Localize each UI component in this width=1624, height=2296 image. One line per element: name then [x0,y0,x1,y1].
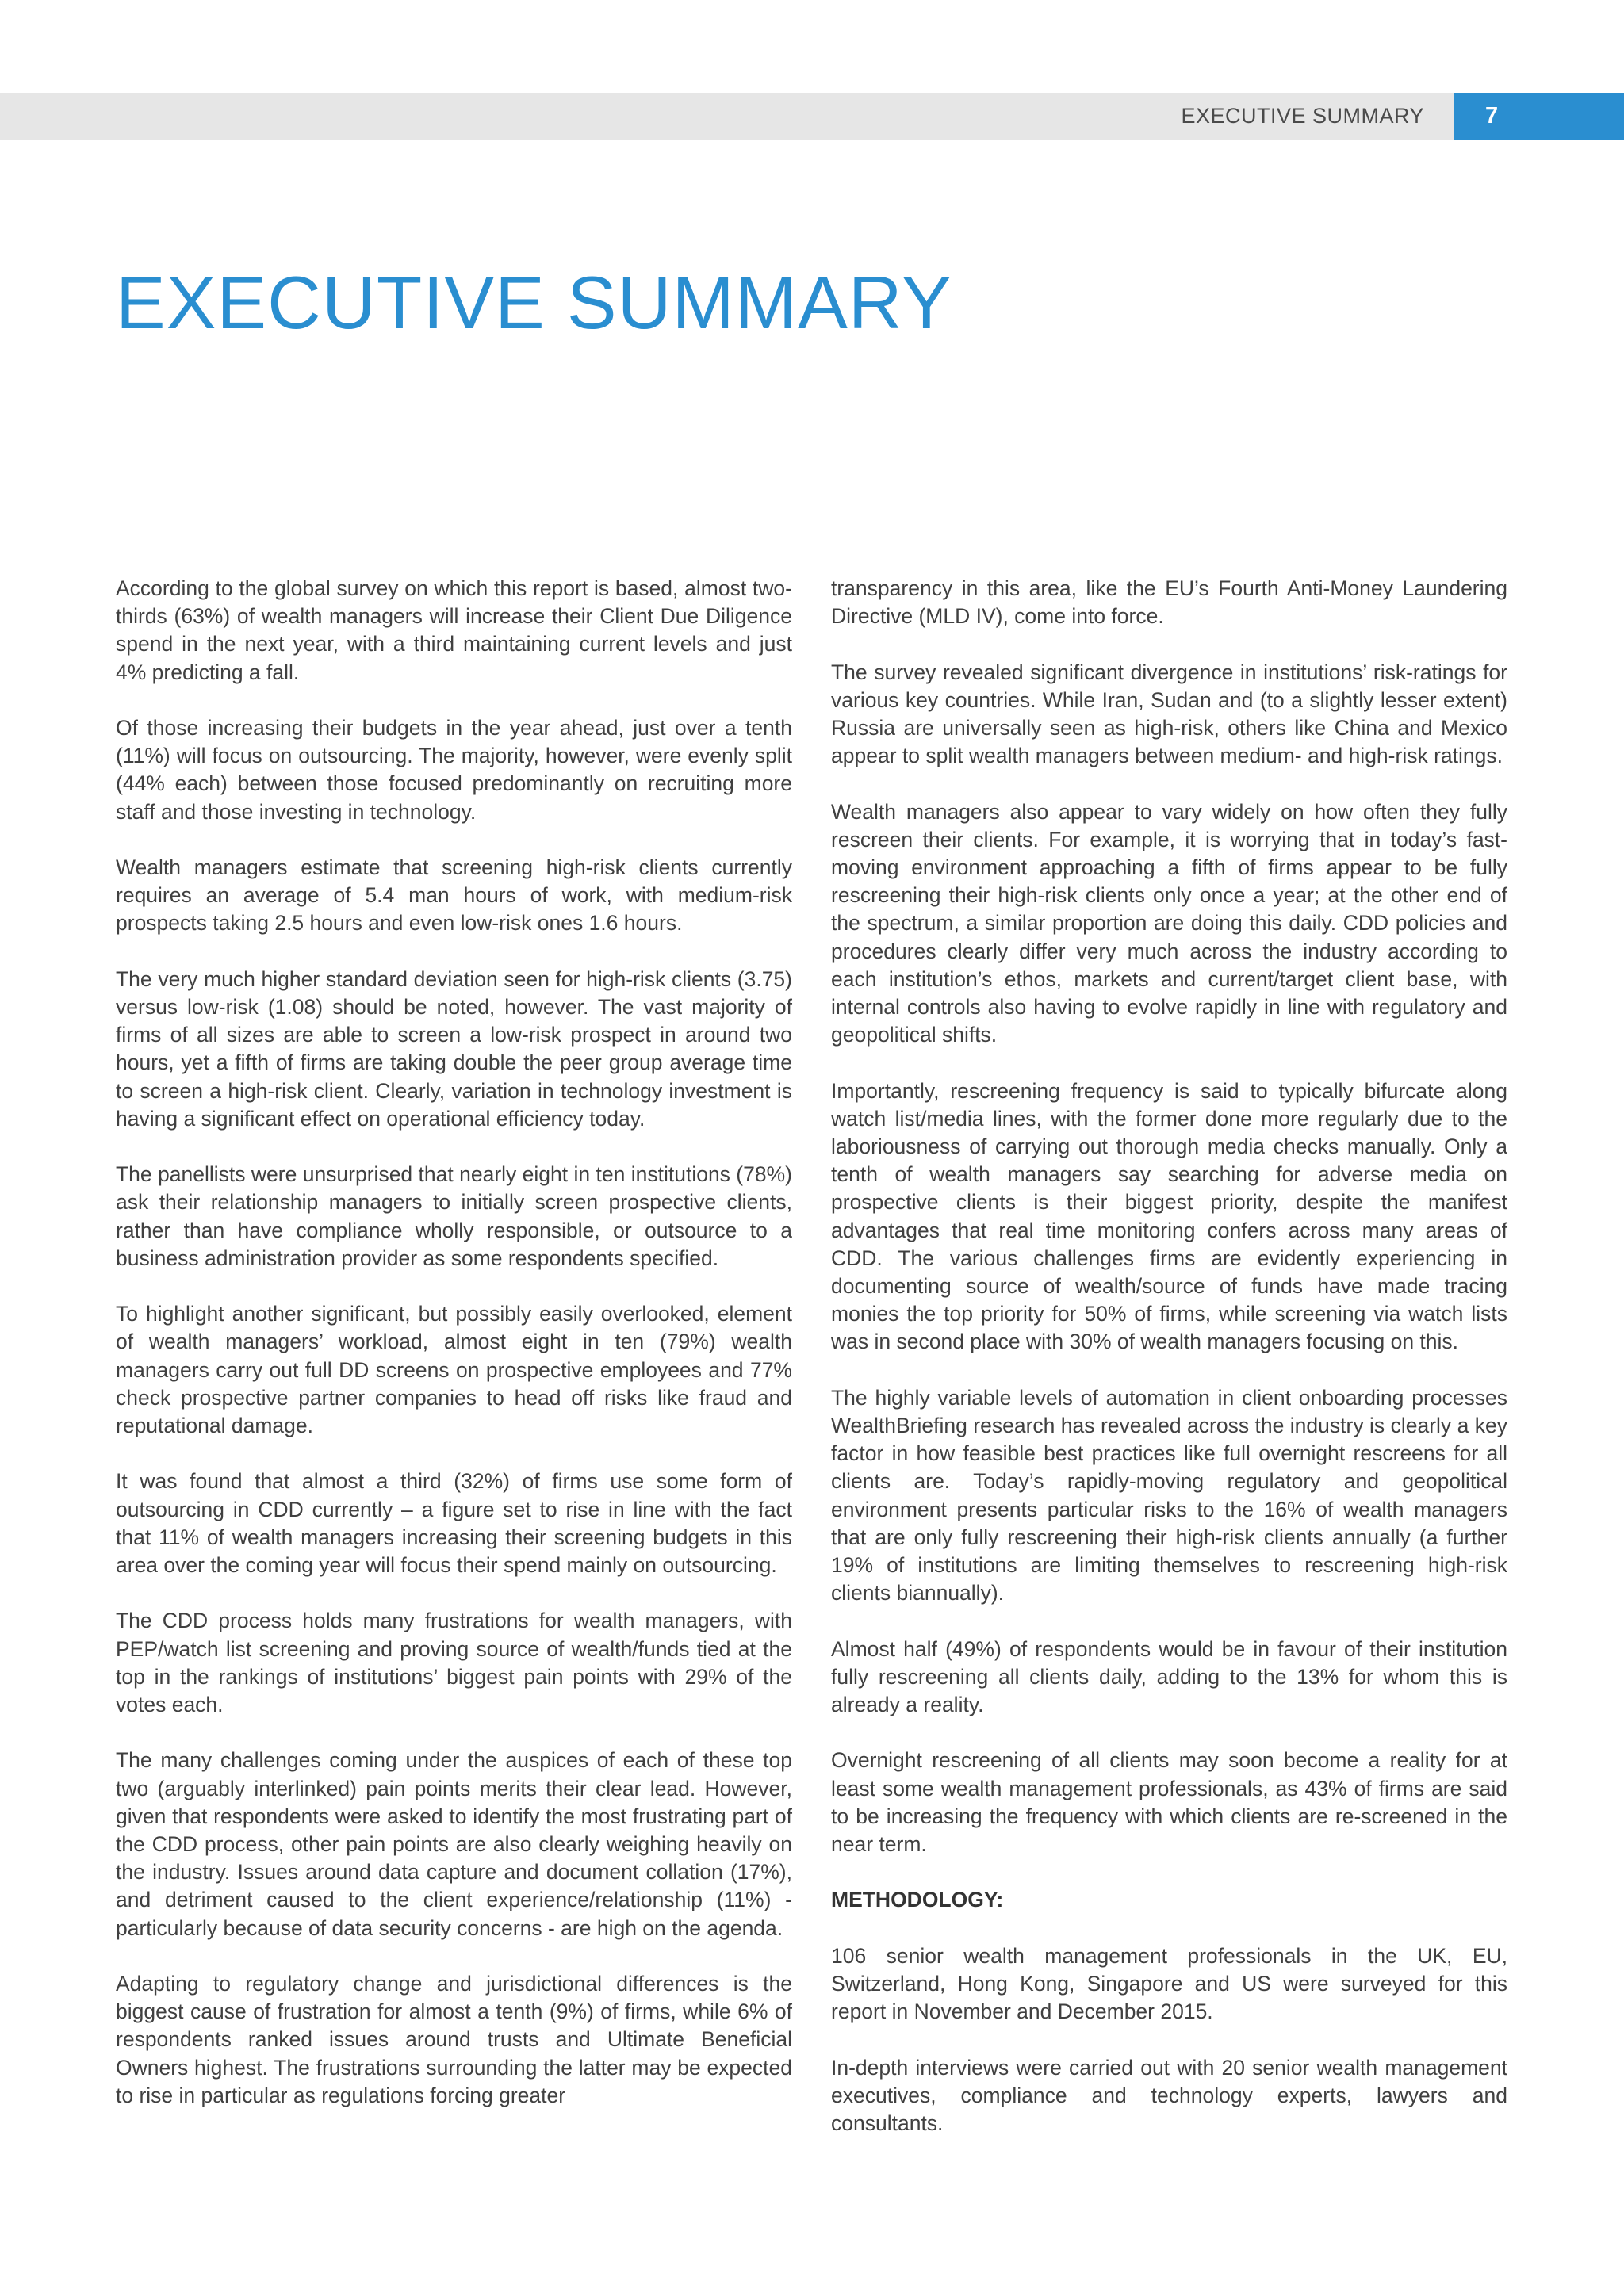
methodology-heading: METHODOLOGY: [831,1888,1004,1912]
paragraph: Almost half (49%) of respondents would be in favour of their institution fully rescreening all clients daily, adding to the 13% for whom this is already a reality. [831,1636,1507,1717]
paragraph: It was found that almost a third (32%) of firms use some form of outsourcing in CDD currently – a figure set to rise in line with the fact that 11% of wealth managers increasing their screening budgets in this area over the coming year will focus their spend mainly on outsourcing. [116,1469,792,1578]
paragraph: Overnight rescreening of all clients may soon become a reality for at least some wealth management professionals, as 43% of firms are said to be increasing the frequency with which clients are re-screened in the near term. [831,1748,1507,1857]
running-header-section-label: EXECUTIVE SUMMARY [1181,104,1424,128]
paragraph: Adapting to regulatory change and jurisdictional differences is the biggest cause of frustration for almost a tenth (9%) of firms, while 6% of respondents ranked issues around trusts and Ultimate Beneficial Owners highest. The frustrations surrounding the latter may be expected to rise in particular as regulations forcing greater [116,1972,792,2107]
page-number: 7 [1485,103,1499,128]
paragraph: The CDD process holds many frustrations for wealth managers, with PEP/watch list screening and proving source of wealth/funds tied at the top in the rankings of institutions’ biggest pain points with 29% of the votes each. [116,1609,792,1717]
page-title: EXECUTIVE SUMMARY [116,261,952,344]
page-number-box [1454,93,1624,140]
paragraph: In-depth interviews were carried out with 20 senior wealth management executives, compliance and technology experts, lawyers and consultants. [831,2055,1507,2136]
paragraph: The many challenges coming under the auspices of each of these top two (arguably interlinked) pain points merits their clear lead. However, given that respondents were asked to identify the most frustrating part of the CDD process, other pain points are also clearly weighing heavily on the industry. Issues around data capture and document collation (17%), and detriment caused to the client experience/relationship (11%) - particularly because of data security concerns - are high on the agenda. [116,1748,792,1940]
paragraph: According to the global survey on which this report is based, almost two-thirds (63%) of wealth managers will increase their Client Due Diligence spend in the next year, with a third maintaining current levels and just 4% predicting a fall. [116,576,792,684]
paragraph: transparency in this area, like the EU’s Fourth Anti-Money Laundering Directive (MLD IV), come into force. [831,576,1507,629]
paragraph: Wealth managers also appear to vary widely on how often they fully rescreen their clients. For example, it is worrying that in today’s fast-moving environment approaching a fifth of firms appear to be fully rescreening their high-risk clients only once a year; at the other end of the spectrum, a similar proportion are doing this daily. CDD policies and procedures clearly differ very much across the industry according to each institution’s ethos, markets and current/target client base, with internal controls also having to evolve rapidly in line with regulatory and geopolitical shifts. [831,799,1507,1047]
paragraph: The survey revealed significant divergence in institutions’ risk-ratings for various key countries. While Iran, Sudan and (to a slightly lesser extent) Russia are universally seen as high-risk, others like China and Mexico appear to split wealth managers between medium- and high-risk ratings. [831,660,1507,768]
right-column [831,575,1507,2165]
paragraph: To highlight another significant, but possibly easily overlooked, element of wealth managers’ workload, almost eight in ten (79%) wealth managers carry out full DD screens on prospective employees and 77% check prospective partner companies to head off risks like fraud and reputational damage. [116,1302,792,1438]
paragraph: The very much higher standard deviation seen for high-risk clients (3.75) versus low-risk (1.08) should be noted, however. The vast majority of firms of all sizes are able to screen a low-risk prospect in around two hours, yet a fifth of firms are taking double the peer group average time to screen a high-risk client. Clearly, variation in technology investment is having a significant effect on operational efficiency today. [116,966,792,1131]
paragraph: Wealth managers estimate that screening high-risk clients currently requires an average of 5.4 man hours of work, with medium-risk prospects taking 2.5 hours and even low-risk ones 1.6 hours. [116,855,792,936]
paragraph: 106 senior wealth management professionals in the UK, EU, Switzerland, Hong Kong, Singapore and US were surveyed for this report in November and December 2015. [831,1943,1507,2024]
left-column [116,575,792,2137]
paragraph: Importantly, rescreening frequency is said to typically bifurcate along watch list/media lines, with the former done more regularly due to the laboriousness of carrying out thorough media checks manually. Only a tenth of wealth managers say searching for adverse media on prospective clients is their biggest priority, despite the manifest advantages that real time monitoring confers across many areas of CDD. The various challenges firms are evidently experiencing in documenting source of wealth/source of funds have made tracing monies the top priority for 50% of firms, while screening via watch lists was in second place with 30% of wealth managers focusing on this. [831,1078,1507,1354]
paragraph: The panellists were unsurprised that nearly eight in ten institutions (78%) ask their relationship managers to initially screen prospective clients, rather than have compliance wholly responsible, or outsource to a business administration provider as some respondents specified. [116,1162,792,1270]
paragraph: The highly variable levels of automation in client onboarding processes WealthBriefing research has revealed across the industry is clearly a key factor in how feasible best practices like full overnight rescreens for all clients are. Today’s rapidly-moving regulatory and geopolitical environment presents particular risks to the 16% of wealth managers that are only fully rescreening their high-risk clients annually (a further 19% of institutions are limiting themselves to rescreening high-risk clients biannually). [831,1385,1507,1605]
paragraph: Of those increasing their budgets in the year ahead, just over a tenth (11%) will focus on outsourcing. The majority, however, were evenly split (44% each) between those focused predominantly on recruiting more staff and those investing in technology. [116,716,792,824]
